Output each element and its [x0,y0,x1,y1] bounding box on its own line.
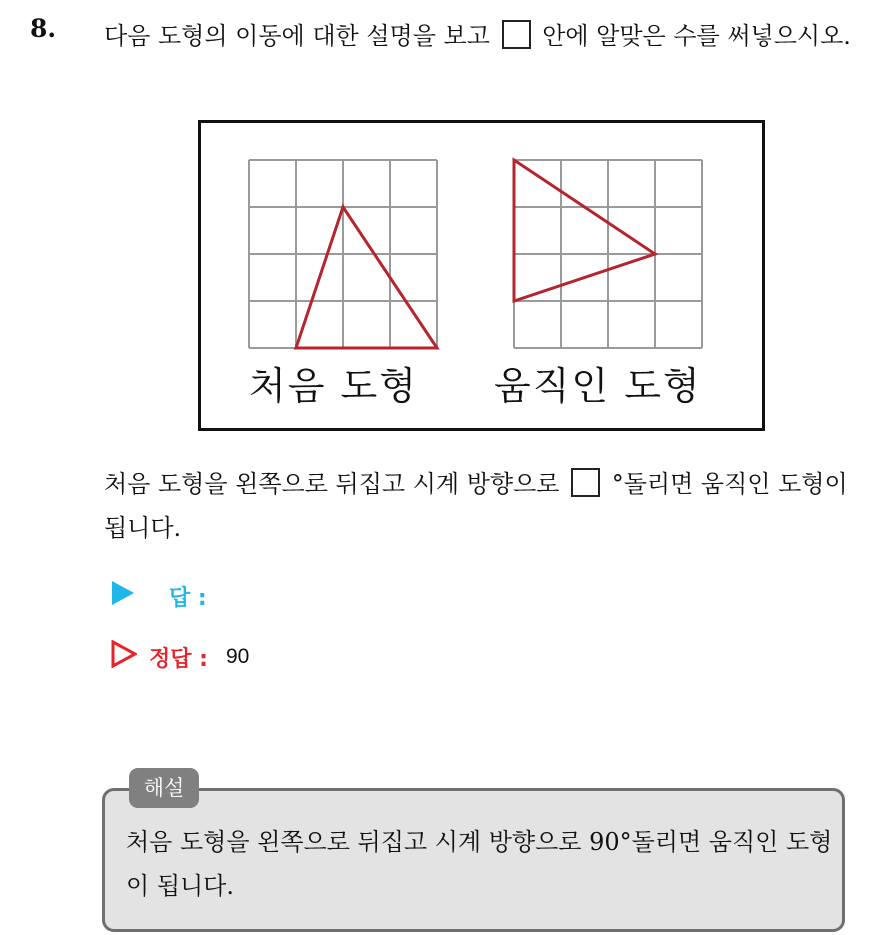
right-grid [514,160,702,348]
statement-part2: °돌리면 움직인 도형이 됩니다. [104,470,848,542]
correct-answer-value: 90 [225,645,250,668]
original-triangle [296,207,437,348]
explanation-text: 처음 도형을 왼쪽으로 뒤집고 시계 방향으로 90°돌리면 움직인 도형이 됩니다. [126,828,833,900]
explanation-tag: 해설 [129,768,199,808]
question-blank-box [502,20,531,49]
question-text-part1: 다음 도형의 이동에 대한 설명을 보고 [104,22,490,50]
statement-blank-box [571,468,600,497]
filled-triangle-icon [111,580,135,612]
question-text [104,14,864,58]
question-text-part2: 안에 알맞은 수를 써넣으시오. [542,22,851,50]
statement-part1: 처음 도형을 왼쪽으로 뒤집고 시계 방향으로 [104,470,560,498]
outline-triangle-icon [111,640,137,674]
correct-answer-label: 정답 : [149,646,208,672]
answer-row [111,580,207,612]
statement-text [104,462,874,550]
moved-shape-label: 움직인 도형 [494,364,702,408]
question-number: 8. [30,14,57,43]
left-grid [249,160,437,348]
answer-label: 답 : [169,585,207,611]
moved-triangle [514,160,655,301]
original-shape-label: 처음 도형 [249,364,418,408]
correct-answer-row [111,640,249,674]
